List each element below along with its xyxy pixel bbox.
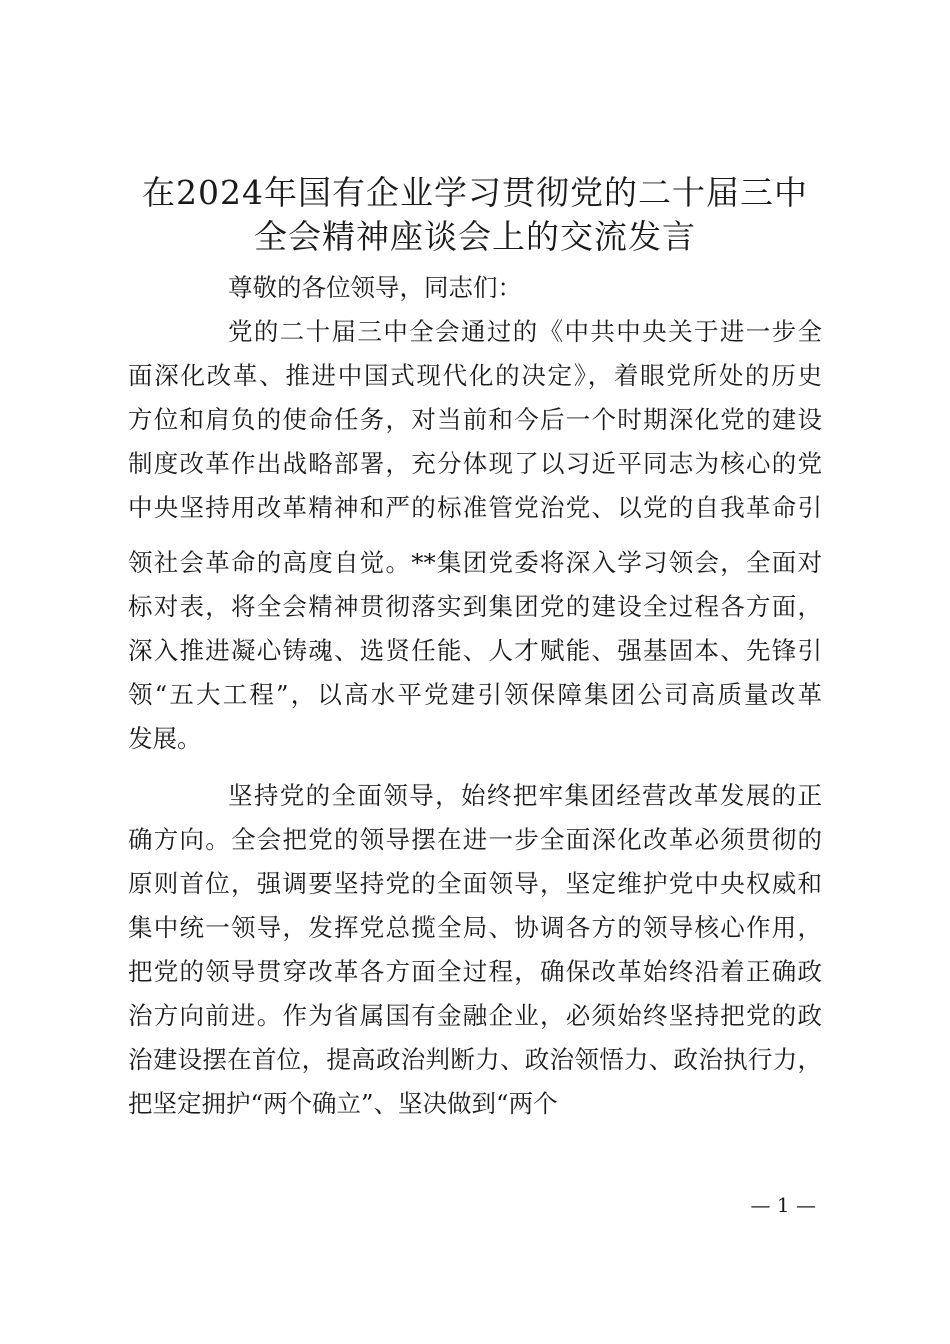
document-title-line-1: 在2024年国有企业学习贯彻党的二十届三中 [142, 173, 808, 212]
paragraph-1-line-8: 深入推进凝心铸魂、选贤任能、人才赋能、强基固本、先锋引 [128, 636, 822, 665]
paragraph-1-line-9: 领“五大工程”，以高水平党建引领保障集团公司高质量改革 [128, 680, 822, 709]
paragraph-1-line-4: 制度改革作出战略部署，充分体现了以习近平同志为核心的党 [128, 449, 822, 478]
document-title-line-2: 全会精神座谈会上的交流发言 [254, 217, 696, 256]
paragraph-2-line-4: 集中统一领导，发挥党总揽全局、协调各方的领导核心作用， [128, 913, 822, 942]
paragraph-1-line-1: 党的二十届三中全会通过的《中共中央关于进一步全 [228, 317, 822, 346]
paragraph-1-line-2: 面深化改革、推进中国式现代化的决定》，着眼党所处的历史 [128, 361, 822, 390]
salutation: 尊敬的各位领导，同志们： [228, 273, 522, 302]
paragraph-2-line-2: 确方向。全会把党的领导摆在进一步全面深化改革必须贯彻的 [128, 825, 822, 854]
paragraph-2-line-3: 原则首位，强调要坚持党的全面领导，坚定维护党中央权威和 [128, 869, 822, 898]
paragraph-2-line-6: 治方向前进。作为省属国有金融企业，必须始终坚持把党的政 [128, 1001, 822, 1030]
paragraph-1-line-10: 发展。 [128, 724, 202, 753]
page-number: — 1 — [750, 1193, 816, 1217]
paragraph-2-line-8: 把坚定拥护“两个确立”、坚决做到“两个 [128, 1089, 558, 1118]
paragraph-1-line-5: 中央坚持用改革精神和严的标准管党治党、以党的自我革命引 [128, 493, 822, 522]
paragraph-1-line-3: 方位和肩负的使命任务，对当前和今后一个时期深化党的建设 [128, 405, 822, 434]
paragraph-2-line-7: 治建设摆在首位，提高政治判断力、政治领悟力、政治执行力， [128, 1045, 822, 1074]
paragraph-2-line-1: 坚持党的全面领导，始终把牢集团经营改革发展的正 [228, 781, 822, 810]
paragraph-2-line-5: 把党的领导贯穿改革各方面全过程，确保改革始终沿着正确政 [128, 957, 822, 986]
paragraph-1-line-6: 领社会革命的高度自觉。**集团党委将深入学习领会，全面对 [128, 548, 822, 577]
paragraph-1-line-7: 标对表，将全会精神贯彻落实到集团党的建设全过程各方面， [128, 592, 822, 621]
